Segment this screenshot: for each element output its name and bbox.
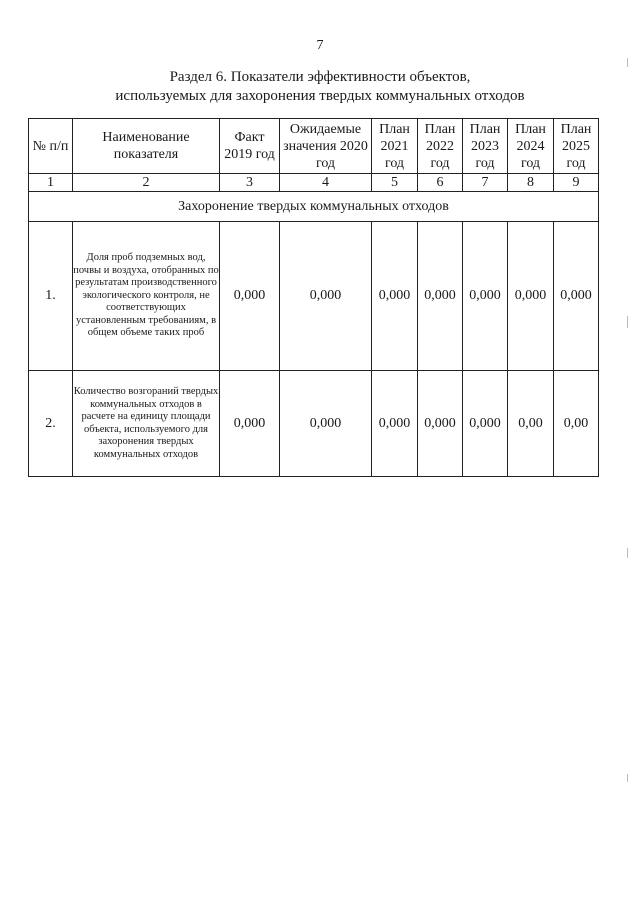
scan-edge-mark: [627, 548, 628, 558]
header-fact-2019: Факт 2019 год: [220, 119, 280, 174]
section-title: [0, 68, 640, 106]
header-plan-2022: План 2022 год: [418, 119, 463, 174]
header-plan-2025: План 2025 год: [554, 119, 599, 174]
header-plan-2023: План 2023 год: [463, 119, 508, 174]
scan-edge-mark: [627, 58, 628, 67]
group-title: Захоронение твердых коммунальных отходов: [29, 192, 599, 222]
scan-edge-mark: [627, 774, 628, 782]
row-number: 1.: [29, 222, 73, 371]
value-plan-2023: 0,000: [463, 222, 508, 371]
page-number: 7: [316, 38, 324, 53]
column-number: 9: [554, 174, 599, 192]
indicators-table: [28, 118, 599, 477]
value-plan-2024: 0,00: [508, 371, 554, 477]
table-row: [29, 222, 599, 371]
row-indicator-name: Доля проб подземных вод, почвы и воздуха, отобранных по результатам производственного экологического контроля, не соответствующих установленным требованиям, в общем объеме таких проб: [73, 222, 220, 371]
column-number: 8: [508, 174, 554, 192]
value-plan-2021: 0,000: [372, 222, 418, 371]
value-fact-2019: 0,000: [220, 222, 280, 371]
scan-edge-mark: [627, 316, 628, 328]
table-header-row: [29, 119, 599, 174]
header-plan-2024: План 2024 год: [508, 119, 554, 174]
table-row: [29, 371, 599, 477]
value-expected-2020: 0,000: [280, 371, 372, 477]
section-title-line-2: используемых для захоронения твердых коммунальных отходов: [115, 88, 525, 104]
column-number: 3: [220, 174, 280, 192]
column-number: 2: [73, 174, 220, 192]
header-name: Наименование показателя: [73, 119, 220, 174]
value-plan-2024: 0,000: [508, 222, 554, 371]
section-title-line-1: Раздел 6. Показатели эффективности объектов,: [169, 69, 471, 85]
column-number: 6: [418, 174, 463, 192]
value-plan-2022: 0,000: [418, 371, 463, 477]
value-plan-2023: 0,000: [463, 371, 508, 477]
column-number: 7: [463, 174, 508, 192]
value-fact-2019: 0,000: [220, 371, 280, 477]
header-expected-2020: Ожидаемые значения 2020 год: [280, 119, 372, 174]
column-number: 1: [29, 174, 73, 192]
value-plan-2021: 0,000: [372, 371, 418, 477]
row-indicator-name: Количество возгораний твердых коммунальных отходов в расчете на единицу площади объекта, используемого для захоронения твердых коммунальных отходов: [73, 371, 220, 477]
header-number: № п/п: [29, 119, 73, 174]
group-row: [29, 192, 599, 222]
column-number: 4: [280, 174, 372, 192]
value-plan-2025: 0,000: [554, 222, 599, 371]
value-plan-2025: 0,00: [554, 371, 599, 477]
column-number-row: [29, 174, 599, 192]
column-number: 5: [372, 174, 418, 192]
value-plan-2022: 0,000: [418, 222, 463, 371]
value-expected-2020: 0,000: [280, 222, 372, 371]
header-plan-2021: План 2021 год: [372, 119, 418, 174]
row-number: 2.: [29, 371, 73, 477]
